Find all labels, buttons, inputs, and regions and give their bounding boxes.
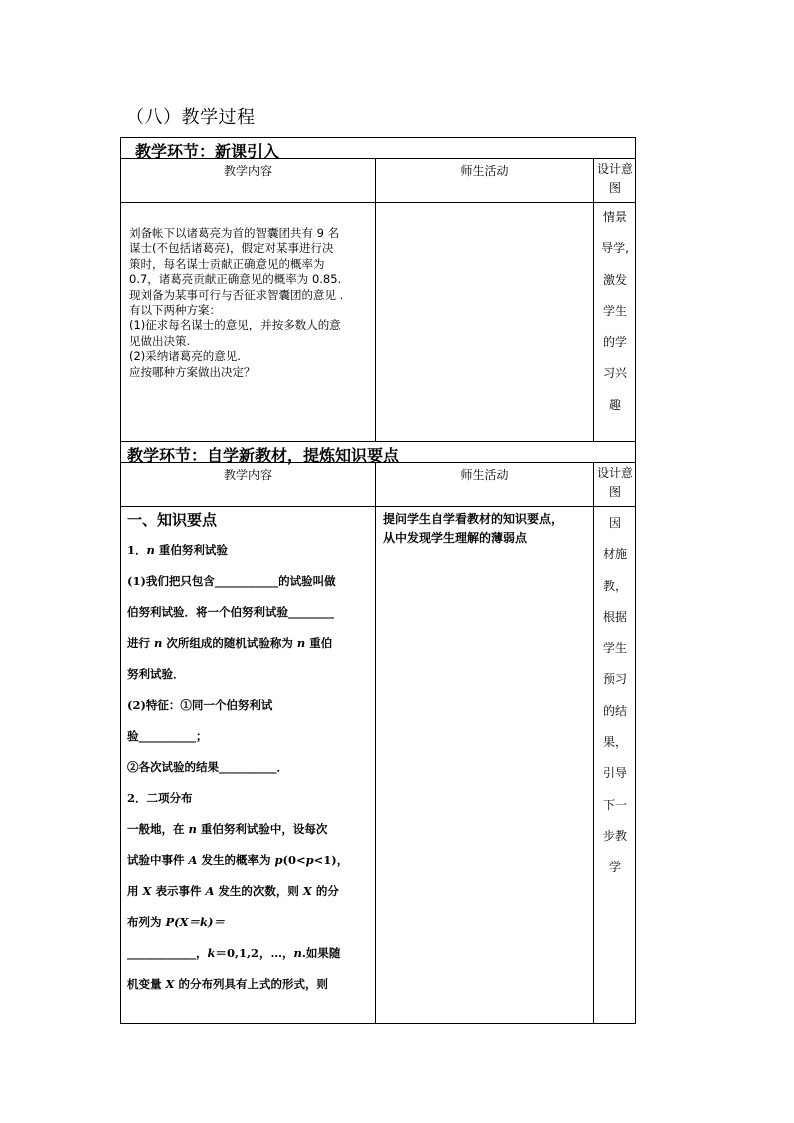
- row-divider: [121, 202, 635, 203]
- section1-col-intent-header: 设计意图: [596, 162, 633, 195]
- content-line: (1)我们把只包含___________的试验叫做: [127, 574, 336, 588]
- blank: ________: [288, 605, 334, 619]
- section1-content: [129, 226, 375, 380]
- content-line: 试验中事件 A 发生的概率为 p(0<p<1)，: [127, 853, 349, 867]
- content-line: 伯努利试验．将一个伯努利试验________: [127, 605, 334, 619]
- content-line: ②各次试验的结果__________．: [127, 760, 288, 774]
- intent-text: 根据: [602, 609, 627, 624]
- content-line: 现刘备为某事可行与否征求智囊团的意见 .: [129, 287, 344, 302]
- content-line: 策时，每名谋士贡献正确意见的概率为: [129, 256, 325, 271]
- section1-title: 教学环节：新课引入: [135, 142, 280, 161]
- intent-text: 果，: [602, 735, 627, 750]
- section2-col-content-header: 教学内容: [223, 468, 272, 482]
- page-heading: （八）教学过程: [126, 107, 256, 128]
- content-line: 谋士(不包括诸葛亮)，假定对某事进行决: [129, 241, 334, 256]
- knowledge-heading: 一、知识要点: [127, 511, 218, 529]
- content-line: ____________，k＝0,1,2，…，n.如果随: [127, 946, 341, 960]
- section1-intent: [595, 202, 635, 421]
- col-divider: [593, 462, 594, 1024]
- blank: ___________: [214, 574, 279, 588]
- row-divider: [121, 506, 635, 507]
- section2-activity: [383, 510, 593, 548]
- intent-text: 下一: [602, 797, 627, 812]
- content-line: 1．n 重伯努利试验: [127, 543, 228, 557]
- content-line: 有以下两种方案：: [129, 303, 221, 318]
- content-line: 验__________；: [127, 729, 208, 743]
- col-divider: [375, 462, 376, 1024]
- intent-text: 预习: [602, 672, 627, 687]
- col-divider: [593, 158, 594, 441]
- section1-col-content-header: 教学内容: [223, 164, 272, 178]
- content-line: (1)征求每名谋士的意见，并按多数人的意: [129, 318, 341, 333]
- intent-text: 学生: [602, 303, 627, 318]
- intent-text: 导学,: [601, 241, 629, 256]
- content-line: 布列为 P(X＝k)＝: [127, 915, 225, 929]
- content-line: 用 X 表示事件 A 发生的次数，则 X 的分: [127, 884, 339, 898]
- blank: __________: [138, 729, 196, 743]
- activity-line: 提问学生自学看教材的知识要点，: [383, 512, 564, 526]
- content-line: 进行 n 次所组成的随机试验称为 n 重伯: [127, 636, 333, 650]
- intent-text: 材施: [602, 547, 627, 562]
- intent-text: 因: [608, 516, 621, 530]
- content-line: (2)采纳诸葛亮的意见.: [129, 349, 241, 364]
- content-line: 0.7，诸葛亮贡献正确意见的概率为 0.85.: [129, 272, 342, 287]
- section2-content: [127, 511, 375, 1006]
- col-divider: [375, 158, 376, 441]
- intent-text: 步教: [602, 828, 627, 843]
- intent-text: 学: [608, 860, 621, 875]
- intent-text: 引导: [602, 766, 627, 781]
- section2-intent: [595, 508, 635, 884]
- content-line: 努利试验．: [127, 667, 185, 681]
- intent-text: 学生: [602, 641, 627, 656]
- section2-title: 教学环节：自学新教材，提炼知识要点: [127, 446, 400, 465]
- section1-col-activity-header: 师生活动: [460, 164, 509, 178]
- content-line: 机变量 X 的分布列具有上式的形式，则: [127, 977, 328, 991]
- intent-text: 情景: [602, 210, 627, 224]
- blank: __________: [219, 760, 277, 774]
- content-line: 一般地，在 n 重伯努利试验中，设每次: [127, 822, 328, 836]
- row-divider: [121, 441, 635, 442]
- intent-text: 的学: [602, 335, 627, 350]
- intent-text: 激发: [602, 272, 627, 287]
- activity-line: 从中发现学生理解的薄弱点: [383, 531, 528, 545]
- lesson-table: [120, 137, 636, 1024]
- content-line: 见做出决策.: [129, 333, 191, 348]
- intent-text: 教，: [602, 578, 627, 593]
- section2-col-intent-header: 设计意图: [596, 466, 633, 499]
- content-line: 刘备帐下以诸葛亮为首的智囊团共有 9 名: [129, 226, 340, 240]
- content-line: (2)特征：①同一个伯努利试: [127, 698, 273, 712]
- content-line: 2．二项分布: [127, 791, 193, 805]
- section2-col-activity-header: 师生活动: [460, 468, 509, 482]
- intent-text: 的结: [602, 703, 627, 718]
- intent-text: 习兴: [602, 366, 627, 381]
- intent-text: 趣: [608, 397, 621, 412]
- blank: ____________: [127, 946, 196, 960]
- content-line: 应按哪种方案做出决定？: [129, 364, 256, 379]
